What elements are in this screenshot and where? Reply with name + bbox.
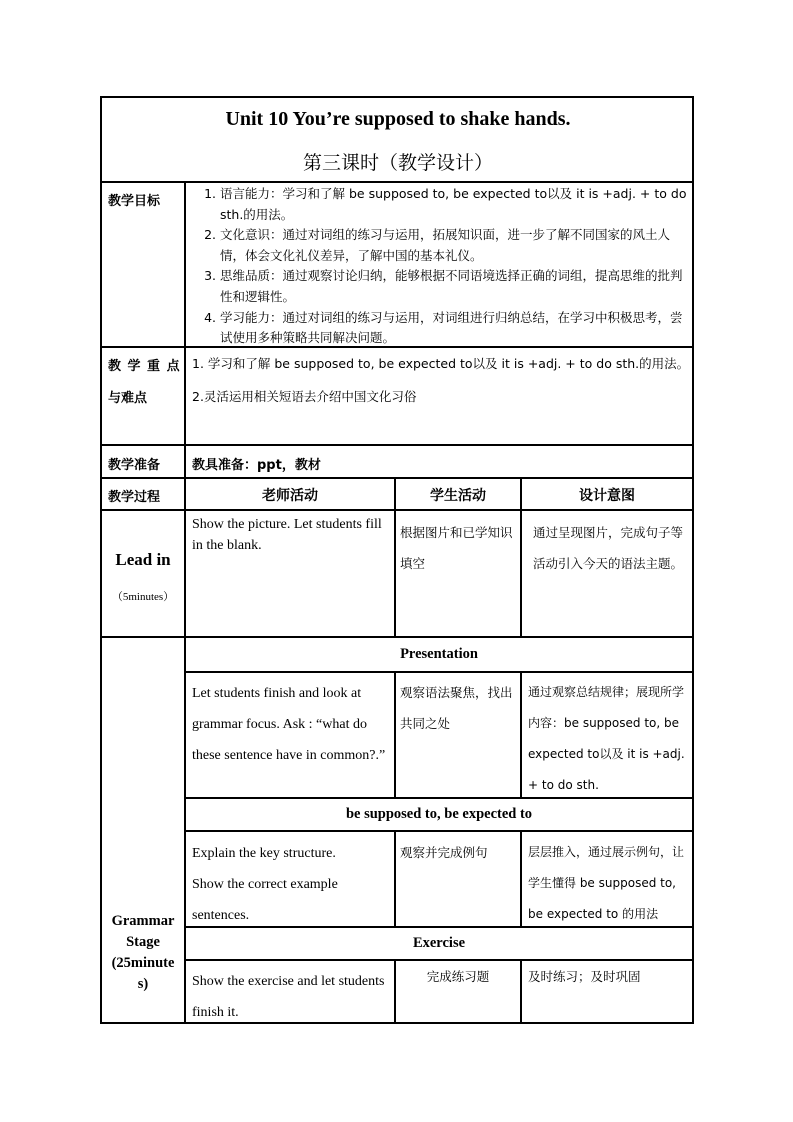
objective-item: 1. 语言能力：学习和了解 be supposed to, be expected to以及 it is +adj. + to do sth.的用法。 bbox=[220, 184, 688, 225]
exercise-student: 完成练习题 bbox=[426, 969, 490, 984]
column-header-student: 学生活动 bbox=[430, 488, 486, 504]
objectives-list bbox=[192, 184, 688, 349]
presentation-design: 通过观察总结规律；展现所学内容：be supposed to, be expected to以及 it is +adj. + to do sth. bbox=[528, 685, 685, 792]
preparation-label: 教学准备 bbox=[108, 458, 161, 473]
rule bbox=[100, 181, 694, 183]
objective-item: 2. 文化意识：通过对词组的练习与运用，拓展知识面，进一步了解不同国家的风土人情，体会文化礼仪差异，了解中国的基本礼仪。 bbox=[220, 225, 688, 266]
key-point-2: 2.灵活运用相关短语去介绍中国文化习俗 bbox=[192, 389, 417, 404]
process-label: 教学过程 bbox=[108, 490, 161, 505]
rule bbox=[184, 830, 694, 832]
rule bbox=[100, 636, 694, 638]
table-border-top bbox=[100, 96, 694, 98]
structure-design: 层层推入，通过展示例句，让学生懂得 be supposed to, be expected to 的用法 bbox=[528, 845, 685, 921]
structure-teacher-line: Show the correct example sentences. bbox=[192, 877, 338, 923]
column-header-design: 设计意图 bbox=[579, 488, 635, 504]
rule bbox=[520, 830, 522, 927]
rule bbox=[184, 671, 694, 673]
exercise-teacher: Show the exercise and let students finish it. bbox=[192, 974, 385, 1020]
document-title: Unit 10 You’re supposed to shake hands. bbox=[225, 108, 571, 130]
rule bbox=[394, 830, 396, 927]
presentation-teacher: Let students finish and look at grammar focus. Ask : “what do these sentence have in common?.” bbox=[192, 686, 386, 763]
key-points-label-line1: 教 学 重 点 bbox=[108, 359, 181, 374]
table-border-right bbox=[692, 96, 694, 1024]
presentation-student: 观察语法聚焦，找出共同之处 bbox=[400, 685, 513, 731]
grammar-stage bbox=[102, 911, 184, 995]
rule bbox=[394, 671, 396, 798]
lead-in-design: 通过呈现图片，完成句子等活动引入今天的语法主题。 bbox=[532, 525, 683, 571]
structure-teacher-line: Explain the key structure. bbox=[192, 846, 336, 861]
document-subtitle: 第三课时（教学设计） bbox=[302, 152, 493, 174]
rule bbox=[100, 509, 694, 511]
grammar-stage-line: Stage bbox=[126, 934, 160, 950]
lead-in-time: （5minutes） bbox=[111, 591, 175, 603]
preparation-value: 教具准备：ppt，教材 bbox=[192, 458, 321, 473]
lead-in-teacher: Show the picture. Let students fill in the blank. bbox=[192, 517, 382, 553]
rule bbox=[520, 959, 522, 1023]
objectives-label: 教学目标 bbox=[108, 194, 161, 209]
exercise-band: Exercise bbox=[412, 935, 466, 951]
rule bbox=[520, 671, 522, 798]
rule bbox=[100, 477, 694, 479]
lead-in-stage: Lead in bbox=[115, 550, 171, 569]
rule bbox=[100, 444, 694, 446]
objective-item: 3. 思维品质：通过观察讨论归纳，能够根据不同语境选择正确的词组，提高思维的批判性和逻辑性。 bbox=[220, 266, 688, 307]
structure-teacher bbox=[192, 838, 392, 931]
exercise-design: 及时练习；及时巩固 bbox=[528, 969, 641, 984]
presentation-band: Presentation bbox=[400, 646, 478, 662]
lead-in-student: 根据图片和已学知识填空 bbox=[400, 525, 513, 571]
structure-band: be supposed to, be expected to bbox=[345, 806, 533, 822]
objective-item: 4. 学习能力：通过对词组的练习与运用，对词组进行归纳总结，在学习中积极思考，尝试使用多种策略共同解决问题。 bbox=[220, 308, 688, 349]
grammar-stage-line: (25minute bbox=[111, 955, 175, 971]
key-points-label-line2: 与难点 bbox=[108, 391, 148, 406]
structure-student: 观察并完成例句 bbox=[400, 845, 488, 860]
key-point-1: 1. 学习和了解 be supposed to, be expected to以及 it is +adj. + to do sth.的用法。 bbox=[192, 356, 690, 371]
table-border-bottom bbox=[100, 1022, 694, 1024]
grammar-stage-line: Grammar bbox=[111, 913, 175, 929]
column-header-teacher: 老师活动 bbox=[262, 488, 318, 504]
rule bbox=[184, 959, 694, 961]
rule bbox=[184, 181, 186, 1024]
grammar-stage-line: s) bbox=[137, 976, 149, 992]
